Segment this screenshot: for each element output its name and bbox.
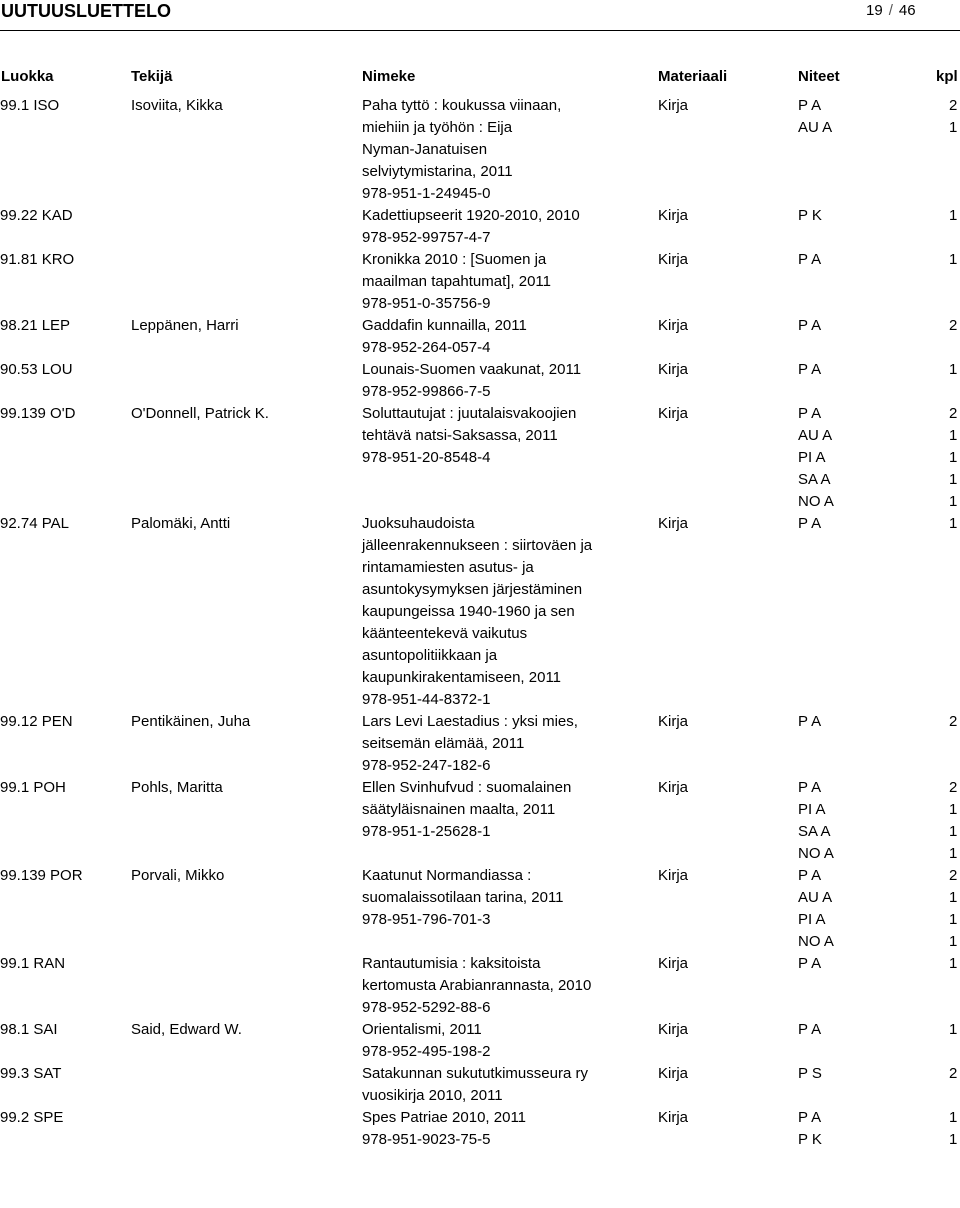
cell-materiaali: Kirja	[658, 361, 689, 378]
nimeke-line: 978-951-1-24945-0	[362, 185, 491, 202]
cell-materiaali: Kirja	[658, 955, 689, 972]
table-row	[0, 1107, 960, 1151]
cell-materiaali: Kirja	[658, 207, 689, 224]
cell-nimeke	[362, 953, 644, 1019]
nide-code: P A	[798, 779, 822, 796]
cell-nimeke	[362, 513, 644, 711]
nimeke-line: kertomusta Arabianrannasta, 2010	[362, 977, 592, 994]
cell-niteet	[798, 403, 834, 513]
nide-code: P A	[798, 867, 822, 884]
nide-count: 2	[949, 1065, 958, 1082]
nide-count: 1	[949, 361, 958, 378]
cell-kpl	[949, 953, 957, 975]
col-nimeke: Nimeke	[362, 68, 416, 85]
nimeke-line: Juoksuhaudoista	[362, 515, 475, 532]
nimeke-line: 978-952-5292-88-6	[362, 999, 491, 1016]
nide-code: SA A	[798, 823, 831, 840]
page-total: 46	[898, 2, 916, 19]
nide-code: NO A	[798, 933, 834, 950]
nide-count: 1	[949, 1109, 958, 1126]
nide-count: 1	[949, 471, 958, 488]
nimeke-line: 978-952-495-198-2	[362, 1043, 491, 1060]
cell-nimeke	[362, 1019, 644, 1063]
nimeke-line: 978-951-1-25628-1	[362, 823, 491, 840]
cell-kpl	[949, 865, 957, 953]
cell-kpl	[949, 513, 957, 535]
cell-kpl	[949, 711, 957, 733]
nimeke-line: selviytymistarina, 2011	[362, 163, 513, 180]
nide-count: 1	[949, 845, 958, 862]
nimeke-line: rintamamiesten asutus- ja	[362, 559, 534, 576]
cell-kpl	[949, 403, 957, 513]
nimeke-line: Lars Levi Laestadius : yksi mies,	[362, 713, 578, 730]
cell-nimeke	[362, 777, 644, 843]
cell-materiaali: Kirja	[658, 405, 689, 422]
nimeke-line: kaupunkirakentamiseen, 2011	[362, 669, 562, 686]
nimeke-line: Rantautumisia : kaksitoista	[362, 955, 541, 972]
cell-niteet	[798, 1019, 821, 1041]
nimeke-line: 978-951-9023-75-5	[362, 1131, 491, 1148]
nide-code: AU A	[798, 427, 833, 444]
nimeke-line: asuntokysymyksen järjestäminen	[362, 581, 583, 598]
nide-code: P A	[798, 251, 822, 268]
cell-kpl	[949, 95, 957, 139]
nide-count: 1	[949, 889, 958, 906]
cell-nimeke	[362, 1107, 644, 1151]
cell-materiaali: Kirja	[658, 713, 689, 730]
nide-count: 2	[949, 867, 958, 884]
nimeke-line: maailman tapahtumat], 2011	[362, 273, 552, 290]
cell-kpl	[949, 777, 957, 865]
nide-code: P A	[798, 713, 822, 730]
nide-count: 1	[949, 823, 958, 840]
nide-count: 1	[949, 911, 958, 928]
page-current: 19	[866, 2, 883, 19]
nide-code: P K	[798, 207, 822, 224]
col-tekija: Tekijä	[131, 68, 173, 85]
nide-code: P A	[798, 1021, 822, 1038]
cell-nimeke	[362, 711, 644, 777]
cell-materiaali: Kirja	[658, 1021, 689, 1038]
cell-luokka: 98.21 LEP	[0, 317, 71, 334]
cell-nimeke	[362, 315, 644, 359]
nide-count: 1	[949, 449, 958, 466]
nide-count: 2	[949, 97, 958, 114]
nide-code: P K	[798, 1131, 822, 1148]
nimeke-line: Gaddafin kunnailla, 2011	[362, 317, 527, 334]
nide-count: 1	[949, 933, 958, 950]
cell-niteet	[798, 95, 832, 139]
table-row	[0, 403, 960, 513]
nide-code: NO A	[798, 493, 834, 510]
cell-kpl	[949, 359, 957, 381]
table-row	[0, 315, 960, 359]
nide-count: 1	[949, 1021, 958, 1038]
nimeke-line: 978-952-264-057-4	[362, 339, 491, 356]
nimeke-line: Nyman-Janatuisen	[362, 141, 488, 158]
cell-luokka: 90.53 LOU	[0, 361, 73, 378]
nimeke-line: miehiin ja työhön : Eija	[362, 119, 513, 136]
cell-tekija: Said, Edward W.	[131, 1021, 242, 1038]
cell-materiaali: Kirja	[658, 515, 689, 532]
nide-count: 1	[949, 493, 958, 510]
nimeke-line: Ellen Svinhufvud : suomalainen	[362, 779, 572, 796]
nimeke-line: 978-952-99757-4-7	[362, 229, 491, 246]
cell-tekija: Porvali, Mikko	[131, 867, 225, 884]
table-row	[0, 953, 960, 1019]
nimeke-line: Spes Patriae 2010, 2011	[362, 1109, 527, 1126]
table-row	[0, 205, 960, 249]
nide-code: NO A	[798, 845, 834, 862]
cell-kpl	[949, 1107, 957, 1151]
cell-kpl	[949, 315, 957, 337]
nimeke-line: Lounais-Suomen vaakunat, 2011	[362, 361, 582, 378]
nimeke-line: Soluttautujat : juutalaisvakoojien	[362, 405, 577, 422]
document-title: UUTUUSLUETTELO	[1, 1, 171, 21]
nide-count: 1	[949, 427, 958, 444]
cell-nimeke	[362, 205, 644, 249]
cell-materiaali: Kirja	[658, 97, 689, 114]
cell-materiaali: Kirja	[658, 1065, 689, 1082]
cell-luokka: 99.1 RAN	[0, 955, 66, 972]
cell-niteet	[798, 359, 821, 381]
nide-code: P A	[798, 955, 822, 972]
header-rule	[0, 30, 960, 31]
nimeke-line: tehtävä natsi-Saksassa, 2011	[362, 427, 558, 444]
nide-code: P S	[798, 1065, 822, 1082]
nide-code: P A	[798, 361, 822, 378]
nimeke-line: jälleenrakennukseen : siirtoväen ja	[362, 537, 593, 554]
cell-nimeke	[362, 249, 644, 315]
nimeke-line: 978-951-0-35756-9	[362, 295, 491, 312]
nide-count: 1	[949, 955, 958, 972]
cell-luokka: 98.1 SAI	[0, 1021, 58, 1038]
nide-code: P A	[798, 97, 822, 114]
table-row	[0, 359, 960, 403]
cell-nimeke	[362, 403, 644, 469]
nimeke-line: asuntopolitiikkaan ja	[362, 647, 498, 664]
nide-count: 1	[949, 119, 958, 136]
cell-luokka: 99.139 POR	[0, 867, 83, 884]
cell-niteet	[798, 1063, 822, 1085]
col-materiaali: Materiaali	[658, 68, 728, 85]
page-number	[866, 2, 916, 19]
cell-kpl	[949, 1019, 957, 1041]
nide-count: 1	[949, 801, 958, 818]
cell-kpl	[949, 205, 957, 227]
nimeke-line: Orientalismi, 2011	[362, 1021, 482, 1038]
nide-code: AU A	[798, 889, 833, 906]
page-separator: /	[888, 2, 893, 19]
cell-niteet	[798, 777, 834, 865]
table-row	[0, 865, 960, 953]
nimeke-line: 978-951-44-8372-1	[362, 691, 491, 708]
cell-luokka: 99.3 SAT	[0, 1065, 62, 1082]
nide-code: PI A	[798, 911, 826, 928]
cell-tekija: Palomäki, Antti	[131, 515, 231, 532]
cell-nimeke	[362, 359, 644, 403]
nimeke-line: Kaatunut Normandiassa :	[362, 867, 532, 884]
nimeke-line: säätyläisnainen maalta, 2011	[362, 801, 556, 818]
nide-code: PI A	[798, 801, 826, 818]
cell-luokka: 99.1 ISO	[0, 97, 60, 114]
nide-count: 1	[949, 251, 958, 268]
table-row	[0, 95, 960, 205]
table-row	[0, 1019, 960, 1063]
cell-niteet	[798, 1107, 822, 1151]
col-niteet: Niteet	[798, 68, 840, 85]
cell-tekija: Isoviita, Kikka	[131, 97, 223, 114]
cell-luokka: 99.2 SPE	[0, 1109, 64, 1126]
nide-code: P A	[798, 515, 822, 532]
table-row	[0, 249, 960, 315]
col-kpl: kpl	[936, 68, 958, 85]
cell-nimeke	[362, 95, 644, 205]
nimeke-line: 978-952-99866-7-5	[362, 383, 491, 400]
cell-materiaali: Kirja	[658, 1109, 689, 1126]
nide-count: 2	[949, 779, 958, 796]
cell-luokka: 99.22 KAD	[0, 207, 73, 224]
nide-code: AU A	[798, 119, 833, 136]
nide-code: PI A	[798, 449, 826, 466]
cell-materiaali: Kirja	[658, 251, 689, 268]
cell-luokka: 99.12 PEN	[0, 713, 73, 730]
nide-count: 1	[949, 207, 958, 224]
nimeke-line: 978-951-20-8548-4	[362, 449, 491, 466]
cell-tekija: O'Donnell, Patrick K.	[131, 405, 269, 422]
cell-niteet	[798, 865, 834, 953]
table-row	[0, 711, 960, 777]
nide-code: P A	[798, 1109, 822, 1126]
nimeke-line: kaupungeissa 1940-1960 ja sen	[362, 603, 575, 620]
nide-count: 1	[949, 1131, 958, 1148]
page-top	[0, 0, 960, 30]
nimeke-line: käänteentekevä vaikutus	[362, 625, 528, 642]
cell-niteet	[798, 513, 821, 535]
nimeke-line: 978-952-247-182-6	[362, 757, 491, 774]
cell-luokka: 99.1 POH	[0, 779, 66, 796]
cell-nimeke	[362, 1063, 644, 1107]
cell-tekija: Pentikäinen, Juha	[131, 713, 251, 730]
table-header	[0, 68, 960, 88]
nide-count: 2	[949, 317, 958, 334]
nimeke-line: Paha tyttö : koukussa viinaan,	[362, 97, 562, 114]
cell-nimeke	[362, 865, 644, 931]
table-row	[0, 777, 960, 865]
nimeke-line: vuosikirja 2010, 2011	[362, 1087, 503, 1104]
nimeke-line: seitsemän elämää, 2011	[362, 735, 525, 752]
cell-niteet	[798, 205, 822, 227]
nimeke-line: Kronikka 2010 : [Suomen ja	[362, 251, 547, 268]
cell-kpl	[949, 249, 957, 271]
nide-code: P A	[798, 317, 822, 334]
nide-count: 2	[949, 405, 958, 422]
cell-niteet	[798, 711, 821, 733]
cell-luokka: 92.74 PAL	[0, 515, 69, 532]
cell-materiaali: Kirja	[658, 317, 689, 334]
cell-niteet	[798, 953, 821, 975]
nide-code: SA A	[798, 471, 831, 488]
table-row	[0, 1063, 960, 1107]
nimeke-line: Kadettiupseerit 1920-2010, 2010	[362, 207, 580, 224]
cell-tekija: Leppänen, Harri	[131, 317, 239, 334]
cell-niteet	[798, 249, 821, 271]
table-row	[0, 513, 960, 711]
cell-luokka: 91.81 KRO	[0, 251, 75, 268]
cell-luokka: 99.139 O'D	[0, 405, 76, 422]
nimeke-line: 978-951-796-701-3	[362, 911, 491, 928]
nide-count: 2	[949, 713, 958, 730]
cell-kpl	[949, 1063, 957, 1085]
cell-materiaali: Kirja	[658, 867, 689, 884]
cell-materiaali: Kirja	[658, 779, 689, 796]
col-luokka: Luokka	[1, 68, 54, 85]
nide-code: P A	[798, 405, 822, 422]
cell-niteet	[798, 315, 821, 337]
nide-count: 1	[949, 515, 958, 532]
table-body	[0, 95, 960, 1151]
cell-tekija: Pohls, Maritta	[131, 779, 223, 796]
nimeke-line: suomalaissotilaan tarina, 2011	[362, 889, 564, 906]
nimeke-line: Satakunnan sukututkimusseura ry	[362, 1065, 588, 1082]
